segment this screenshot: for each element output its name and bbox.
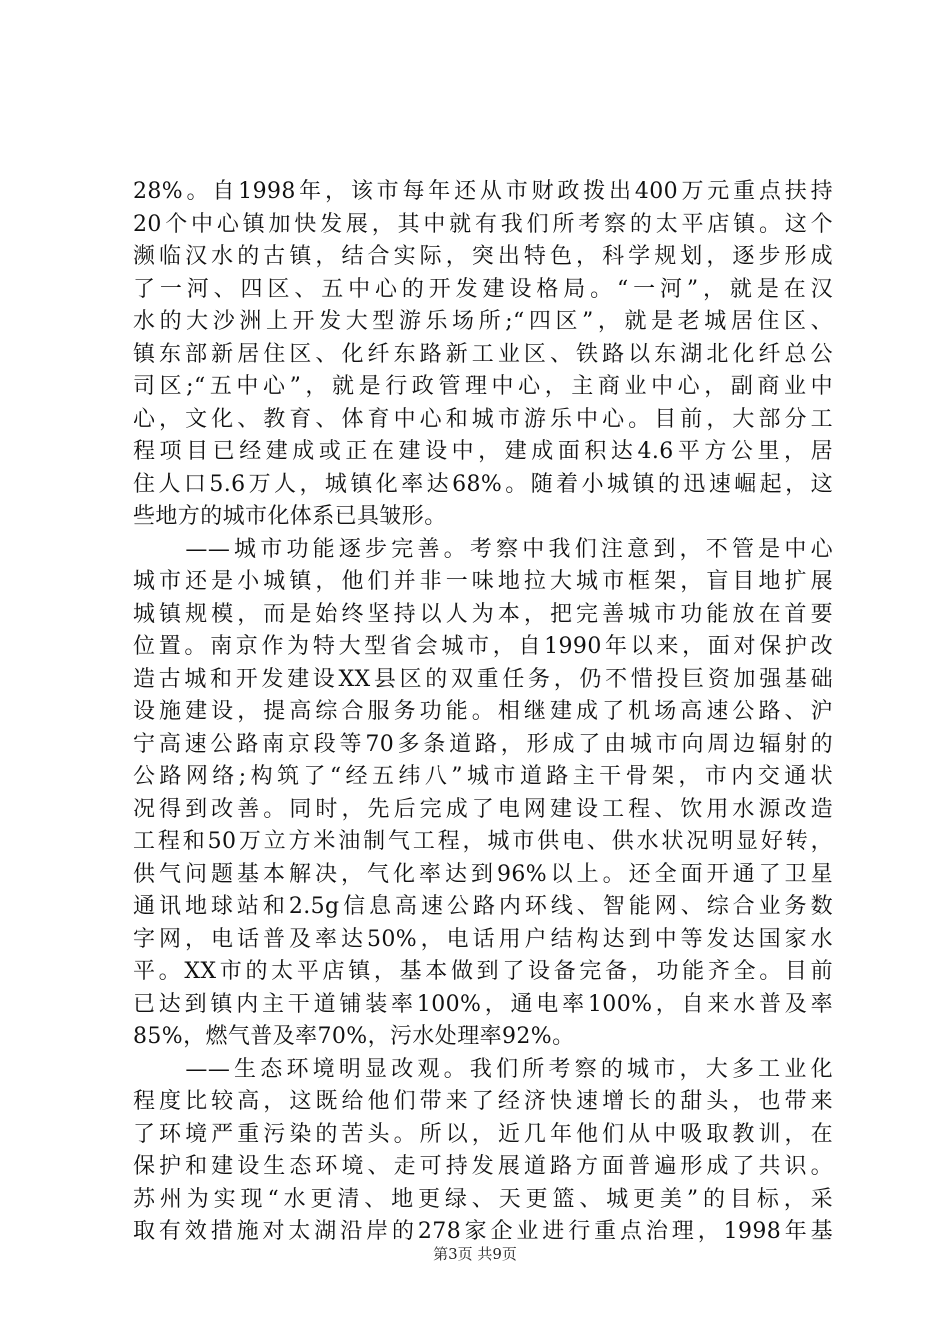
text-line: 平。XX市的太平店镇，基本做到了设备完备，功能齐全。目前 xyxy=(133,959,833,984)
text-line: 公路网络;构筑了“经五纬八”城市道路主干骨架，市内交通状 xyxy=(133,764,833,789)
text-line: 位置。南京作为特大型省会城市，自1990年以来，面对保护改 xyxy=(133,634,833,659)
page-number-footer: 第3页 共9页 xyxy=(433,1245,517,1263)
text-line: 工程和50万立方米油制气工程，城市供电、供水状况明显好转， xyxy=(133,829,833,854)
text-line: 水的大沙洲上开发大型游乐场所;“四区”，就是老城居住区、 xyxy=(133,309,833,334)
text-line: 程度比较高，这既给他们带来了经济快速增长的甜头，也带来 xyxy=(133,1089,833,1114)
text-line: 濒临汉水的古镇，结合实际，突出特色，科学规划，逐步形成 xyxy=(133,244,833,269)
text-line: 20个中心镇加快发展，其中就有我们所考察的太平店镇。这个 xyxy=(133,211,833,237)
text-line: 城镇规模，而是始终坚持以人为本，把完善城市功能放在首要 xyxy=(133,601,833,627)
text-line: 城市还是小城镇，他们并非一味地拉大城市框架，盲目地扩展 xyxy=(133,569,833,594)
text-line: 了一河、四区、五中心的开发建设格局。“一河”，就是在汉 xyxy=(133,276,833,302)
text-line: 供气问题基本解决，气化率达到96%以上。还全面开通了卫星 xyxy=(133,861,833,887)
text-line: ——城市功能逐步完善。考察中我们注意到，不管是中心 xyxy=(133,536,833,562)
text-line: 保护和建设生态环境、走可持发展道路方面普遍形成了共识。 xyxy=(133,1154,833,1179)
text-line: 司区;“五中心”，就是行政管理中心，主商业中心，副商业中 xyxy=(133,374,833,399)
text-line: 设施建设，提高综合服务功能。相继建成了机场高速公路、沪 xyxy=(133,699,833,724)
text-line: 了环境严重污染的苦头。所以，近几年他们从中吸取教训，在 xyxy=(133,1121,833,1147)
text-line: 造古城和开发建设XX县区的双重任务，仍不惜投巨资加强基础 xyxy=(133,666,833,692)
text-line: 通讯地球站和2.5g信息高速公路内环线、智能网、综合业务数 xyxy=(133,894,833,919)
text-line: 苏州为实现“水更清、地更绿、天更篮、城更美”的目标，采 xyxy=(133,1186,833,1212)
text-line: 字网，电话普及率达50%，电话用户结构达到中等发达国家水 xyxy=(133,926,833,952)
text-line: 85%，燃气普及率70%，污水处理率92%。 xyxy=(133,1024,575,1049)
text-line: 取有效措施对太湖沿岸的278家企业进行重点治理，1998年基 xyxy=(133,1219,833,1244)
text-line: 况得到改善。同时，先后完成了电网建设工程、饮用水源改造 xyxy=(133,796,833,822)
document-body xyxy=(133,176,833,1249)
text-line: 程项目已经建成或正在建设中，建成面积达4.6平方公里，居 xyxy=(133,439,833,464)
text-line: 些地方的城市化体系已具皱形。 xyxy=(133,504,447,529)
text-line: 心，文化、教育、体育中心和城市游乐中心。目前，大部分工 xyxy=(133,406,833,432)
text-line: 宁高速公路南京段等70多条道路，形成了由城市向周边辐射的 xyxy=(133,731,833,757)
text-line: 住人口5.6万人，城镇化率达68%。随着小城镇的迅速崛起，这 xyxy=(133,471,833,497)
text-line: 28%。自1998年，该市每年还从市财政拨出400万元重点扶持 xyxy=(133,179,833,204)
text-line: 镇东部新居住区、化纤东路新工业区、铁路以东湖北化纤总公 xyxy=(133,341,833,367)
text-line: 已达到镇内主干道铺装率100%，通电率100%，自来水普及率 xyxy=(133,991,833,1017)
text-line: ——生态环境明显改观。我们所考察的城市，大多工业化 xyxy=(133,1056,833,1082)
